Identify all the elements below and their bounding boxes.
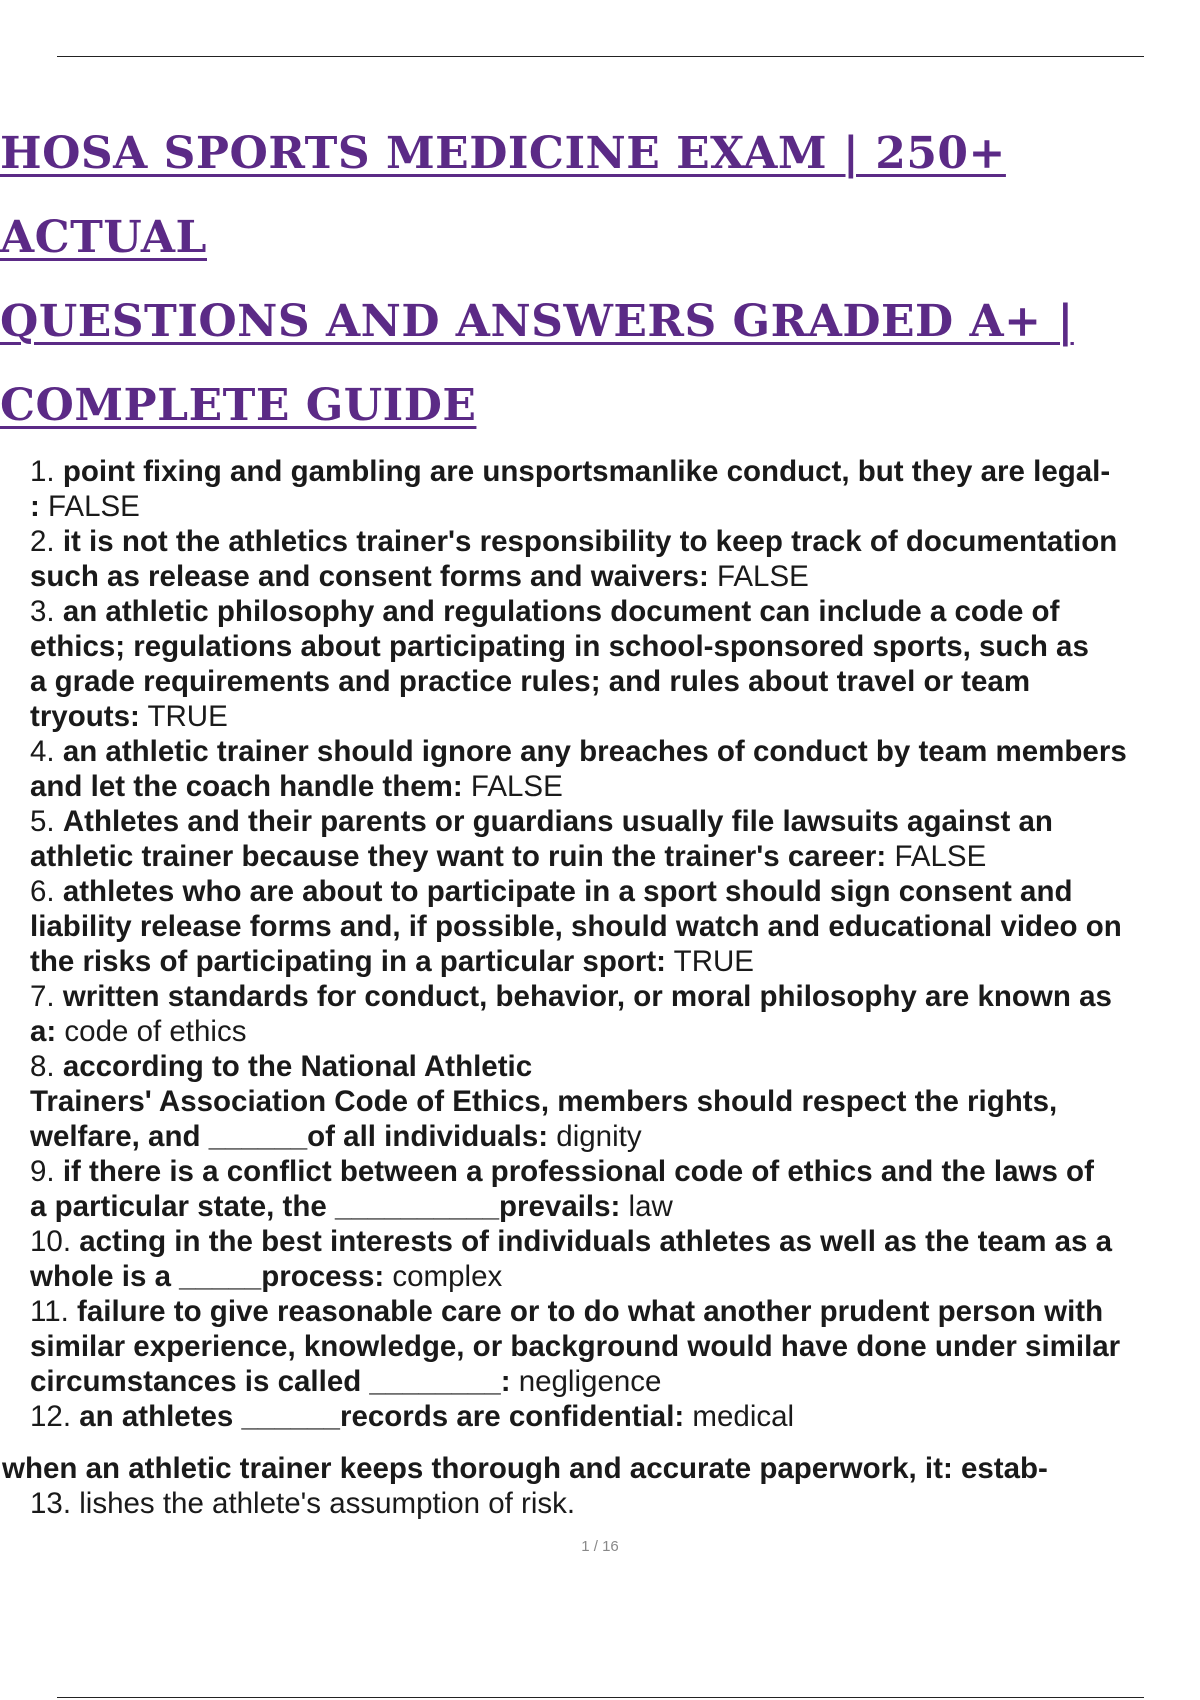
question-number: 10. — [30, 1225, 72, 1258]
question-line — [30, 524, 1200, 559]
question-line — [30, 559, 1200, 594]
answer-text: medical — [684, 1400, 795, 1433]
question-text: a grade requirements and practice rules; and rules about travel or team — [30, 665, 1031, 698]
answer-text: FALSE — [462, 770, 563, 803]
question-number: 6. — [30, 875, 55, 908]
question-line — [30, 804, 1200, 839]
top-rule — [57, 56, 1144, 57]
question-line — [30, 1049, 1200, 1084]
question-text: athletes who are about to participate in a sport should sign consent and — [62, 875, 1073, 908]
question-number: 12. — [30, 1400, 72, 1433]
question-line — [30, 489, 1200, 524]
question-number: 1. — [30, 455, 55, 488]
question-line — [30, 839, 1200, 874]
question-text: a particular state, the __________prevails: — [30, 1190, 621, 1223]
question-line — [30, 664, 1200, 699]
question-number: 8. — [30, 1050, 55, 1083]
question-line — [30, 979, 1200, 1014]
question-line — [30, 769, 1200, 804]
question-text: an athletic trainer should ignore any breaches of conduct by team members — [62, 735, 1127, 768]
question-line — [30, 454, 1200, 489]
question-text: liability release forms and, if possible, should watch and educational video on — [30, 910, 1122, 943]
question-text: it is not the athletics trainer's responsibility to keep track of documentation — [62, 525, 1118, 558]
question-text: if there is a conflict between a professional code of ethics and the laws of — [62, 1155, 1094, 1188]
question-text: tryouts: — [30, 700, 140, 733]
answer-text: code of ethics — [56, 1015, 247, 1048]
question-text: a: — [30, 1015, 57, 1048]
question-text: point fixing and gambling are unsportsmanlike conduct, but they are legal- — [62, 455, 1111, 488]
question-line — [30, 944, 1200, 979]
question-line — [30, 699, 1200, 734]
question-line — [30, 1224, 1200, 1259]
question-text: and let the coach handle them: — [30, 770, 463, 803]
question-text: Athletes and their parents or guardians usually file lawsuits against an — [62, 805, 1053, 838]
answer-text: dignity — [548, 1120, 642, 1153]
question-text: similar experience, knowledge, or background would have done under similar — [30, 1330, 1121, 1363]
question-13-text: when an athletic trainer keeps thorough and accurate paperwork, it: estab- — [2, 1452, 1048, 1485]
document-title — [0, 112, 1190, 448]
answer-text: law — [620, 1190, 673, 1223]
question-line — [30, 594, 1200, 629]
question-number: 4. — [30, 735, 55, 768]
answer-text: lishes the athlete's assumption of risk. — [79, 1487, 576, 1520]
question-text: ethics; regulations about participating in school-sponsored sports, such as — [30, 630, 1089, 663]
question-line — [30, 1119, 1200, 1154]
question-line — [30, 1364, 1200, 1399]
question-number: 7. — [30, 980, 55, 1013]
question-line — [30, 874, 1200, 909]
question-text: according to the National Athletic — [62, 1050, 533, 1083]
question-text: : — [30, 490, 40, 523]
question-number: 5. — [30, 805, 55, 838]
title-line: HOSA SPORTS MEDICINE EXAM | 250+ ACTUAL — [0, 128, 1006, 263]
question-line — [30, 1084, 1200, 1119]
title-line: QUESTIONS AND ANSWERS GRADED A+ | — [0, 296, 1074, 347]
answer-text: FALSE — [39, 490, 140, 523]
question-line — [30, 909, 1200, 944]
question-line — [30, 1154, 1200, 1189]
question-text: athletic trainer because they want to ruin the trainer's career: — [30, 840, 887, 873]
question-text: an athletic philosophy and regulations document can include a code of — [62, 595, 1060, 628]
answer-text: TRUE — [139, 700, 228, 733]
question-number: 11. — [30, 1295, 69, 1328]
question-text: acting in the best interests of individuals athletes as well as the team as a — [79, 1225, 1113, 1258]
question-number: 9. — [30, 1155, 55, 1188]
question-text: such as release and consent forms and waivers: — [30, 560, 709, 593]
question-line — [30, 1329, 1200, 1364]
answer-text: complex — [384, 1260, 503, 1293]
answer-text: FALSE — [708, 560, 809, 593]
question-line — [30, 1014, 1200, 1049]
question-line — [30, 629, 1200, 664]
question-13-answer — [30, 1486, 575, 1521]
answer-text: FALSE — [886, 840, 987, 873]
question-text: welfare, and ______of all individuals: — [30, 1120, 549, 1153]
question-text: circumstances is called ________: — [30, 1365, 511, 1398]
question-text: whole is a _____process: — [30, 1260, 385, 1293]
answer-text: TRUE — [666, 945, 754, 978]
bottom-rule — [57, 1697, 1144, 1698]
question-list — [30, 454, 1200, 1434]
title-line: COMPLETE GUIDE — [0, 380, 477, 431]
question-number: 3. — [30, 595, 55, 628]
question-line — [30, 734, 1200, 769]
question-number: 13. — [30, 1487, 72, 1520]
question-line — [30, 1259, 1200, 1294]
question-line — [30, 1294, 1200, 1329]
question-text: written standards for conduct, behavior, or moral philosophy are known as — [62, 980, 1112, 1013]
question-text: an athletes ______records are confidential: — [79, 1400, 685, 1433]
answer-text: negligence — [510, 1365, 662, 1398]
question-line — [30, 1189, 1200, 1224]
question-text: Trainers' Association Code of Ethics, members should respect the rights, — [30, 1085, 1058, 1118]
question-number: 2. — [30, 525, 55, 558]
question-line — [30, 1399, 1200, 1434]
question-text: the risks of participating in a particular sport: — [30, 945, 667, 978]
question-text: failure to give reasonable care or to do what another prudent person with — [77, 1295, 1104, 1328]
page-indicator: 1 / 16 — [581, 1538, 619, 1555]
